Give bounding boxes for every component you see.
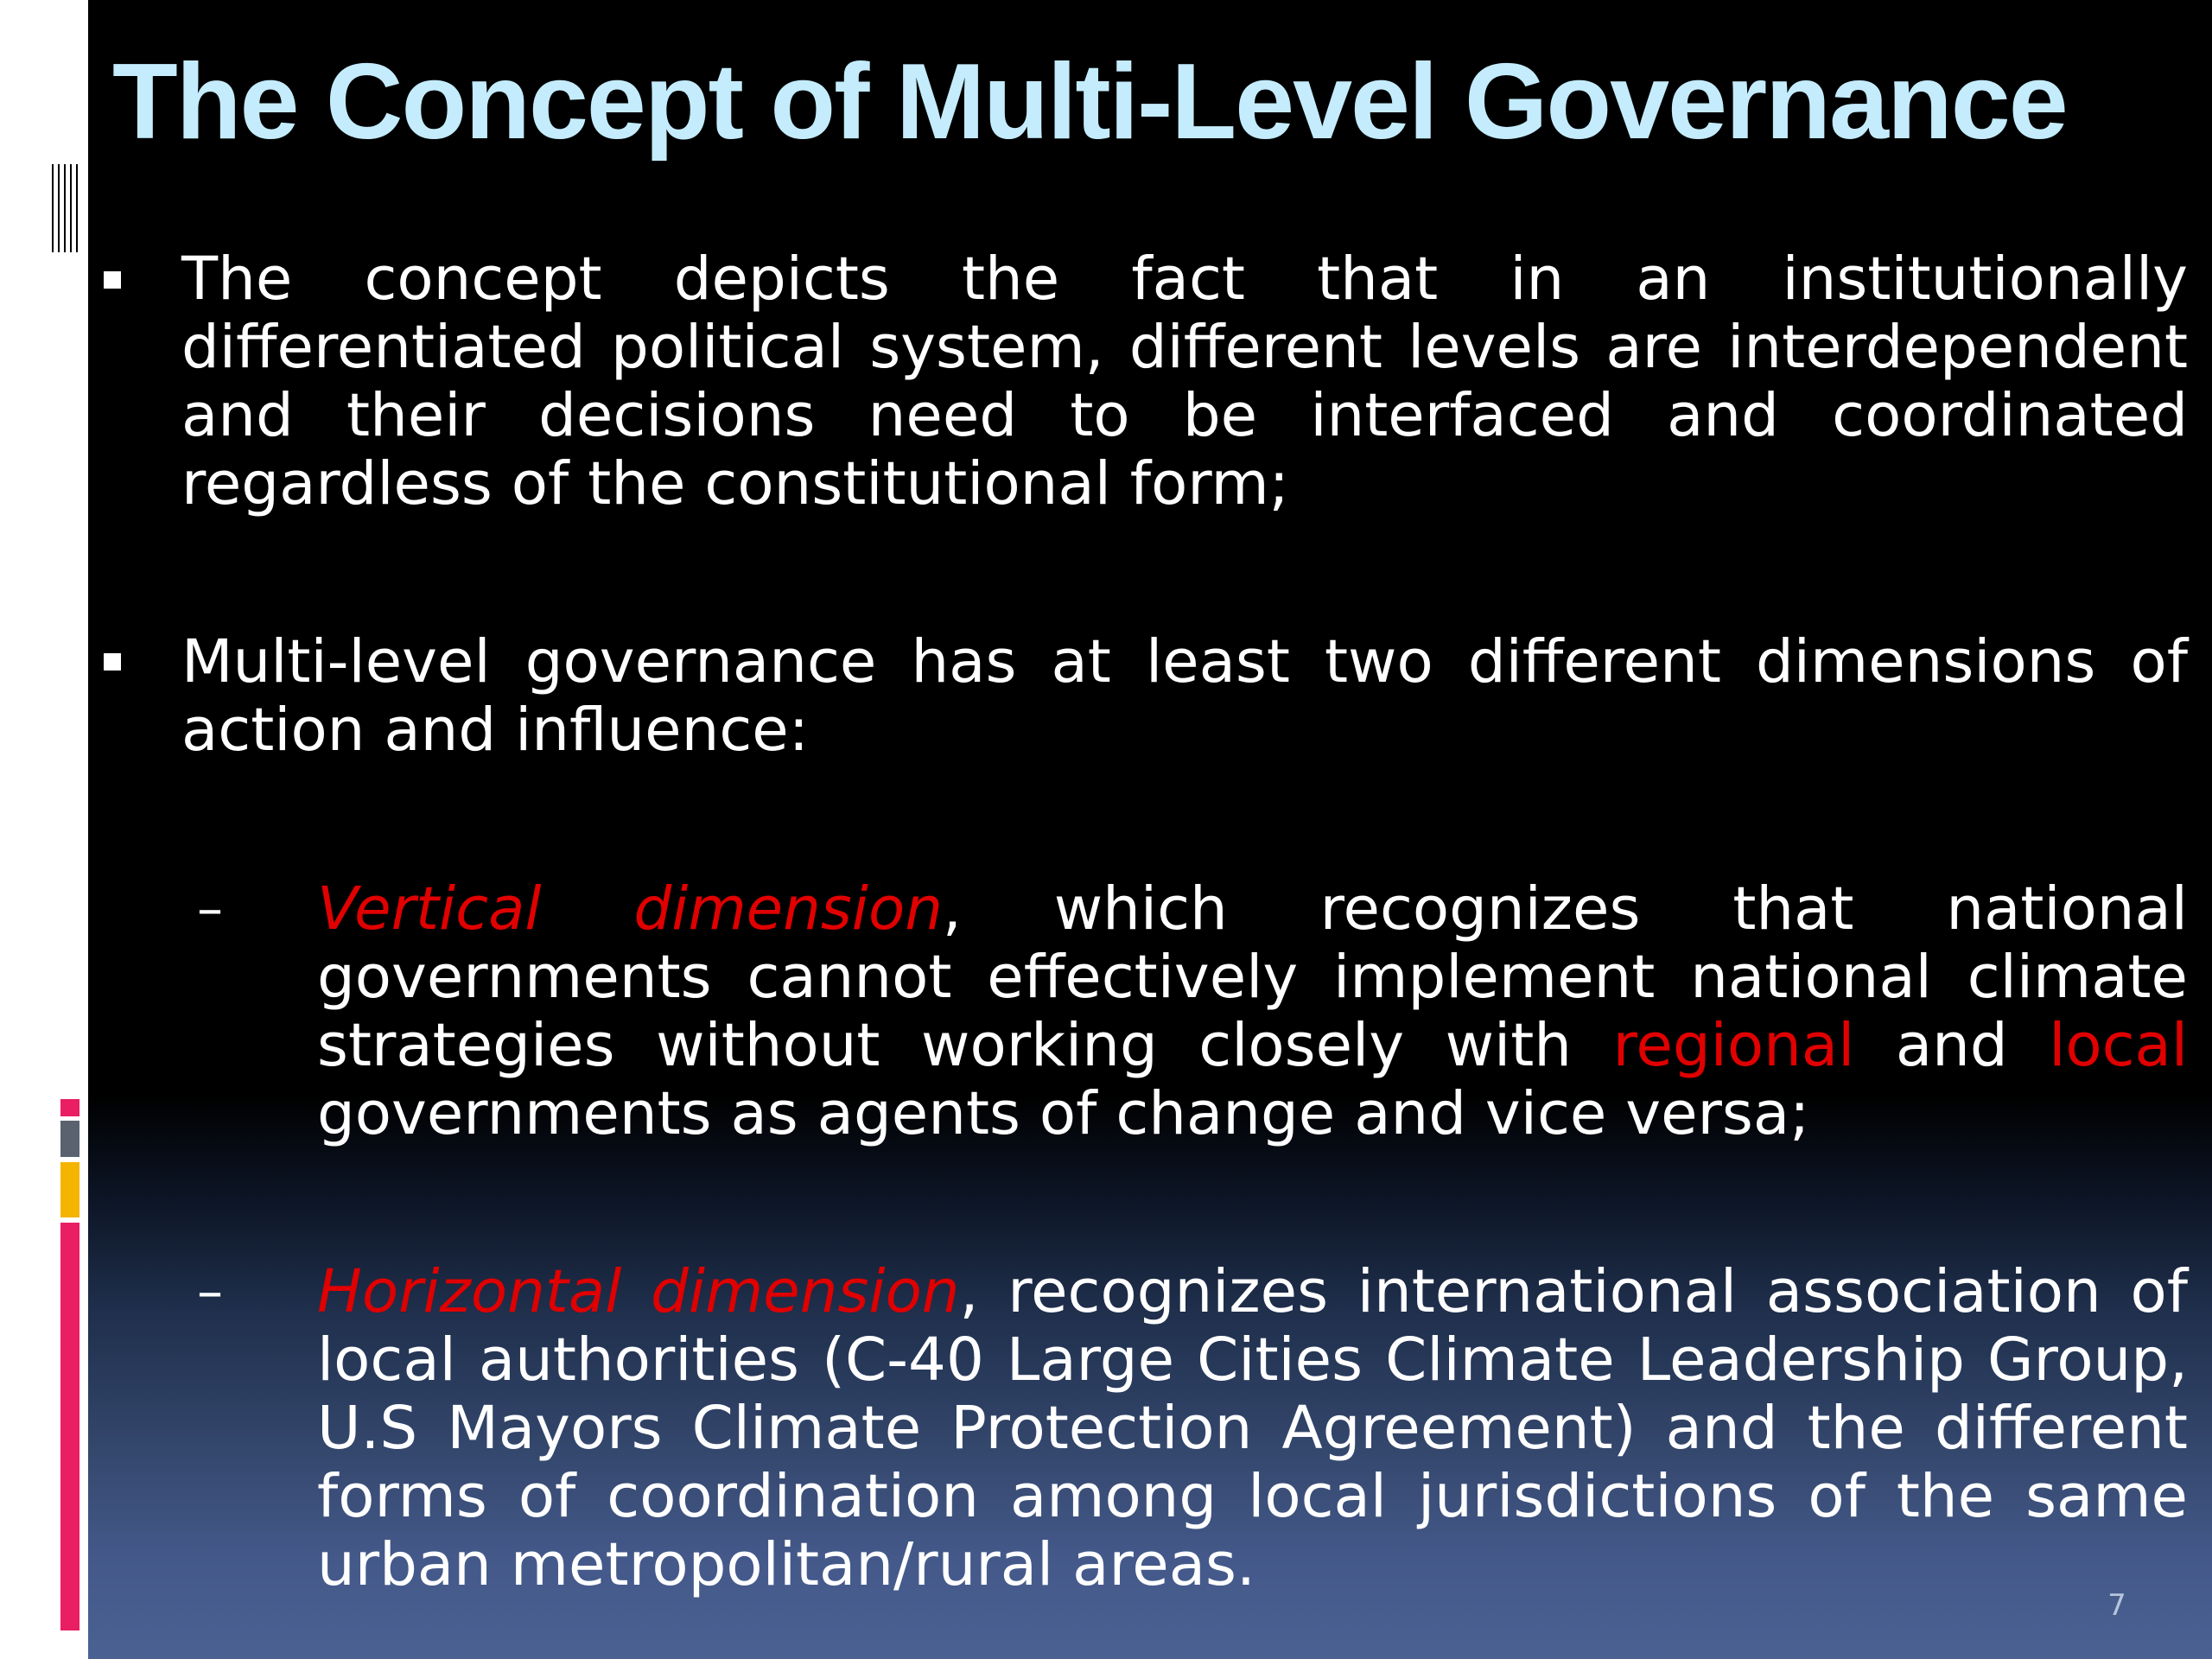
sub-bullet-text: governments as agents of change and vice versa; (317, 1079, 1810, 1148)
sub-bullet-text: , recognizes international association of local authorities (C-40 Large Cities Climate Leadership Group, U.S Mayors Climate Protection Agreement) and the different forms of coordination among local jurisdictions of the same urban metropolitan/rural areas. (317, 1257, 2188, 1599)
highlight-term: local (2049, 1011, 2189, 1080)
highlight-term: Vertical dimension (317, 874, 943, 944)
sub-bullet-text: , which recognizes that national governments cannot effectively implement national climate strategies without working closely with (317, 874, 2188, 1080)
sub-bullet-vertical-dimension (317, 875, 2188, 1148)
dash-bullet-icon: – (197, 1262, 223, 1322)
bullet-item-1: The concept depicts the fact that in an institutionally differentiated political system, different levels are interdependent and their decisions need to be interfaced and coordinated regardless of the constitutional form; (181, 245, 2188, 518)
sub-bullet-horizontal-dimension (317, 1258, 2188, 1599)
square-bullet-icon (104, 653, 121, 671)
square-bullet-icon (104, 271, 121, 289)
dash-bullet-icon: – (197, 879, 223, 939)
highlight-term: regional (1612, 1011, 1855, 1080)
highlight-term: Horizontal dimension (317, 1257, 960, 1326)
sub-bullet-text: and (1854, 1011, 2050, 1080)
slide-page-number: 7 (2107, 1588, 2126, 1623)
bullet-item-2: Multi-level governance has at least two different dimensions of action and influence: (181, 627, 2188, 765)
slide-title: The Concept of Multi-Level Governance (112, 42, 2067, 162)
